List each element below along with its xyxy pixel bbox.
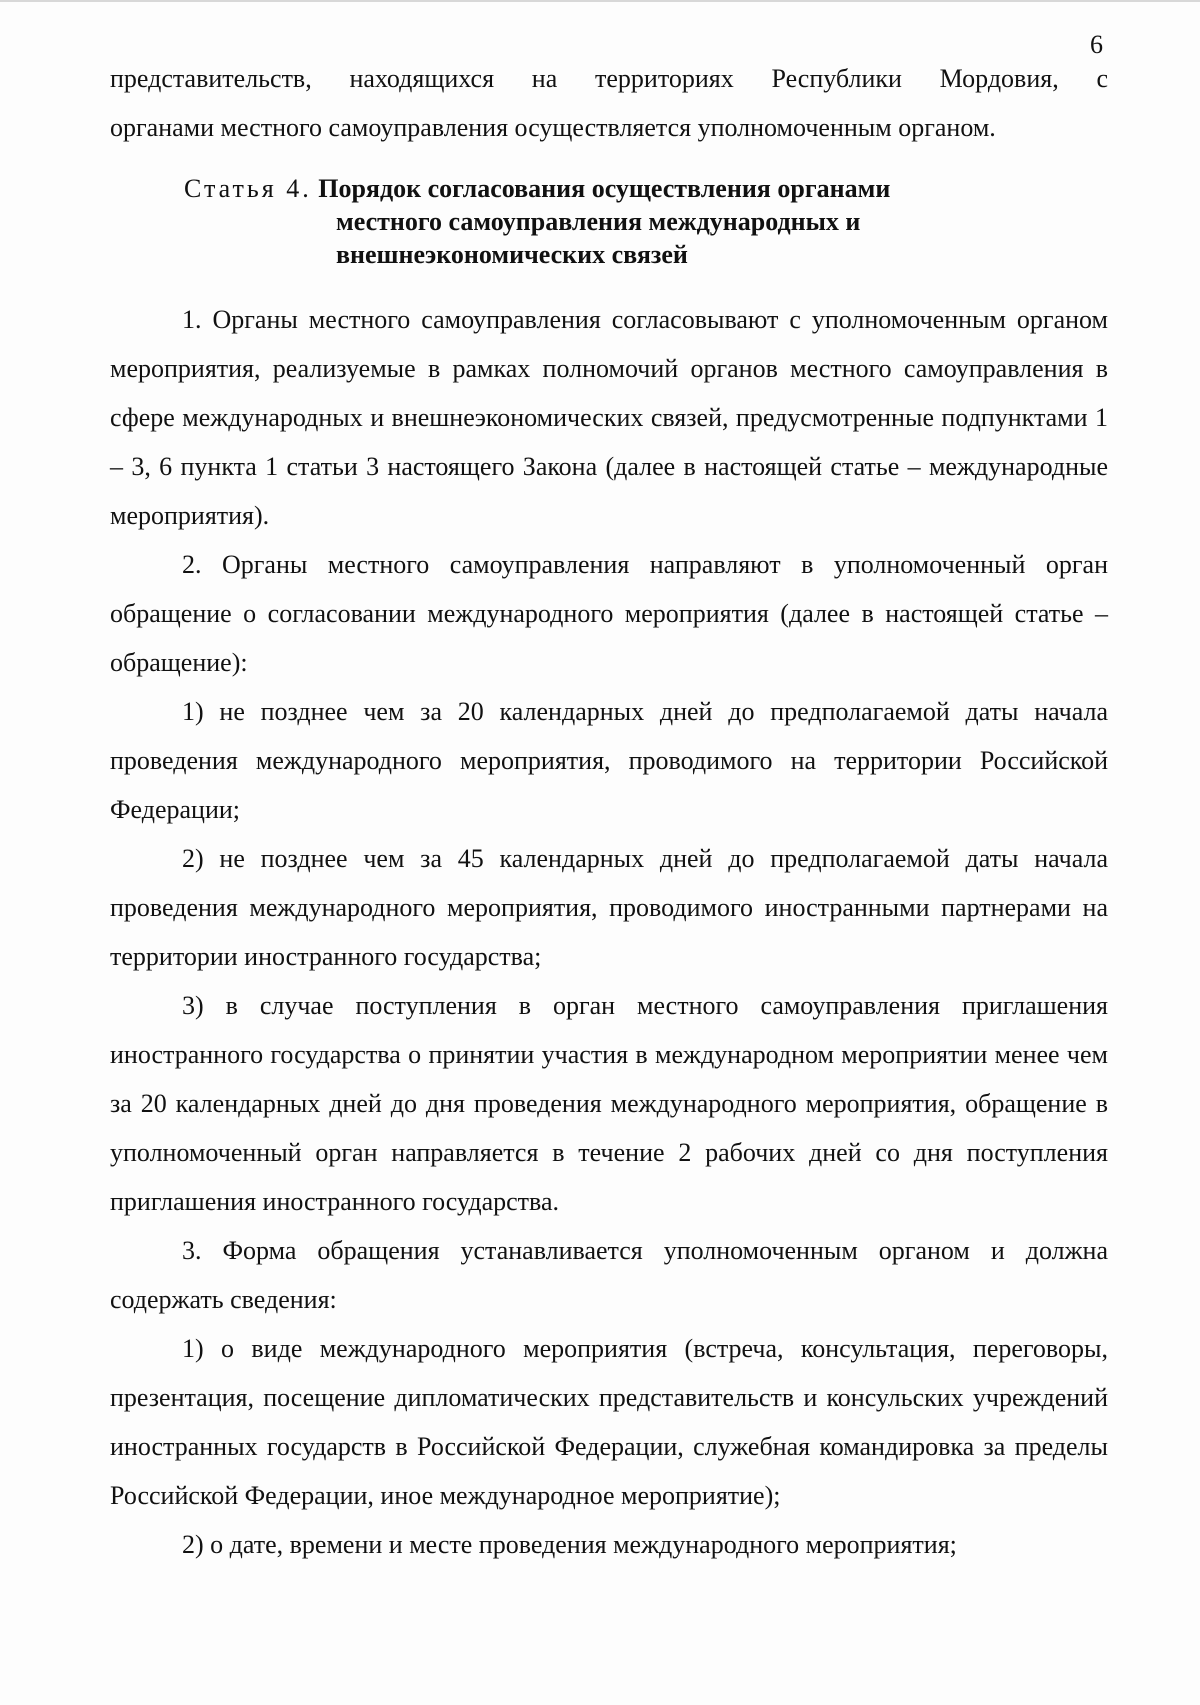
intro-line-1: представительств, находящихся на территориях Республики Мордовия, с	[110, 64, 1108, 93]
paragraph-1: 1. Органы местного самоуправления согласовывают с уполномоченным органом мероприятия, реализуемые в рамках полномочий органов местного самоуправления в сфере международных и внешнеэкономических связей, предусмотренные подпунктами 1 – 3, 6 пункта 1 статьи 3 настоящего Закона (далее в настоящей статье – международные мероприятия).	[110, 305, 1108, 530]
article-title-line-3: внешнеэкономических связей	[336, 240, 688, 269]
paragraph-7: 1) о виде международного мероприятия (встреча, консультация, переговоры, презентация, посещение дипломатических представительств и консульских учреждений иностранных государств в Российской Федерации, служебная командировка за пределы Российской Федерации, иное международное мероприятие);	[110, 1334, 1108, 1510]
scan-edge	[0, 0, 1200, 2]
intro-line-2: органами местного самоуправления осуществляется уполномоченным органом.	[110, 113, 996, 142]
article-title-line-2: местного самоуправления международных и	[336, 207, 861, 236]
article-heading	[184, 172, 1034, 271]
intro-text	[110, 54, 1108, 152]
article-title-line-1: Порядок согласования осуществления органами	[318, 174, 891, 203]
paragraph-3: 1) не позднее чем за 20 календарных дней до предполагаемой даты начала проведения международного мероприятия, проводимого на территории Российской Федерации;	[110, 697, 1108, 824]
paragraph-5: 3) в случае поступления в орган местного самоуправления приглашения иностранного государства о принятии участия в международном мероприятии менее чем за 20 календарных дней до дня проведения международного мероприятия, обращение в уполномоченный орган направляется в течение 2 рабочих дней со дня поступления приглашения иностранного государства.	[110, 991, 1108, 1216]
paragraph-6: 3. Форма обращения устанавливается уполномоченным органом и должна содержать сведения:	[110, 1236, 1108, 1314]
article-label: Статья 4.	[184, 174, 312, 203]
paragraph-8: 2) о дате, времени и месте проведения международного мероприятия;	[182, 1530, 957, 1559]
paragraph-2: 2. Органы местного самоуправления направляют в уполномоченный орган обращение о согласовании международного мероприятия (далее в настоящей статье – обращение):	[110, 550, 1108, 677]
article-body	[110, 295, 1108, 1569]
paragraph-4: 2) не позднее чем за 45 календарных дней до предполагаемой даты начала проведения международного мероприятия, проводимого иностранными партнерами на территории иностранного государства;	[110, 844, 1108, 971]
page-number: 6	[1090, 30, 1103, 59]
